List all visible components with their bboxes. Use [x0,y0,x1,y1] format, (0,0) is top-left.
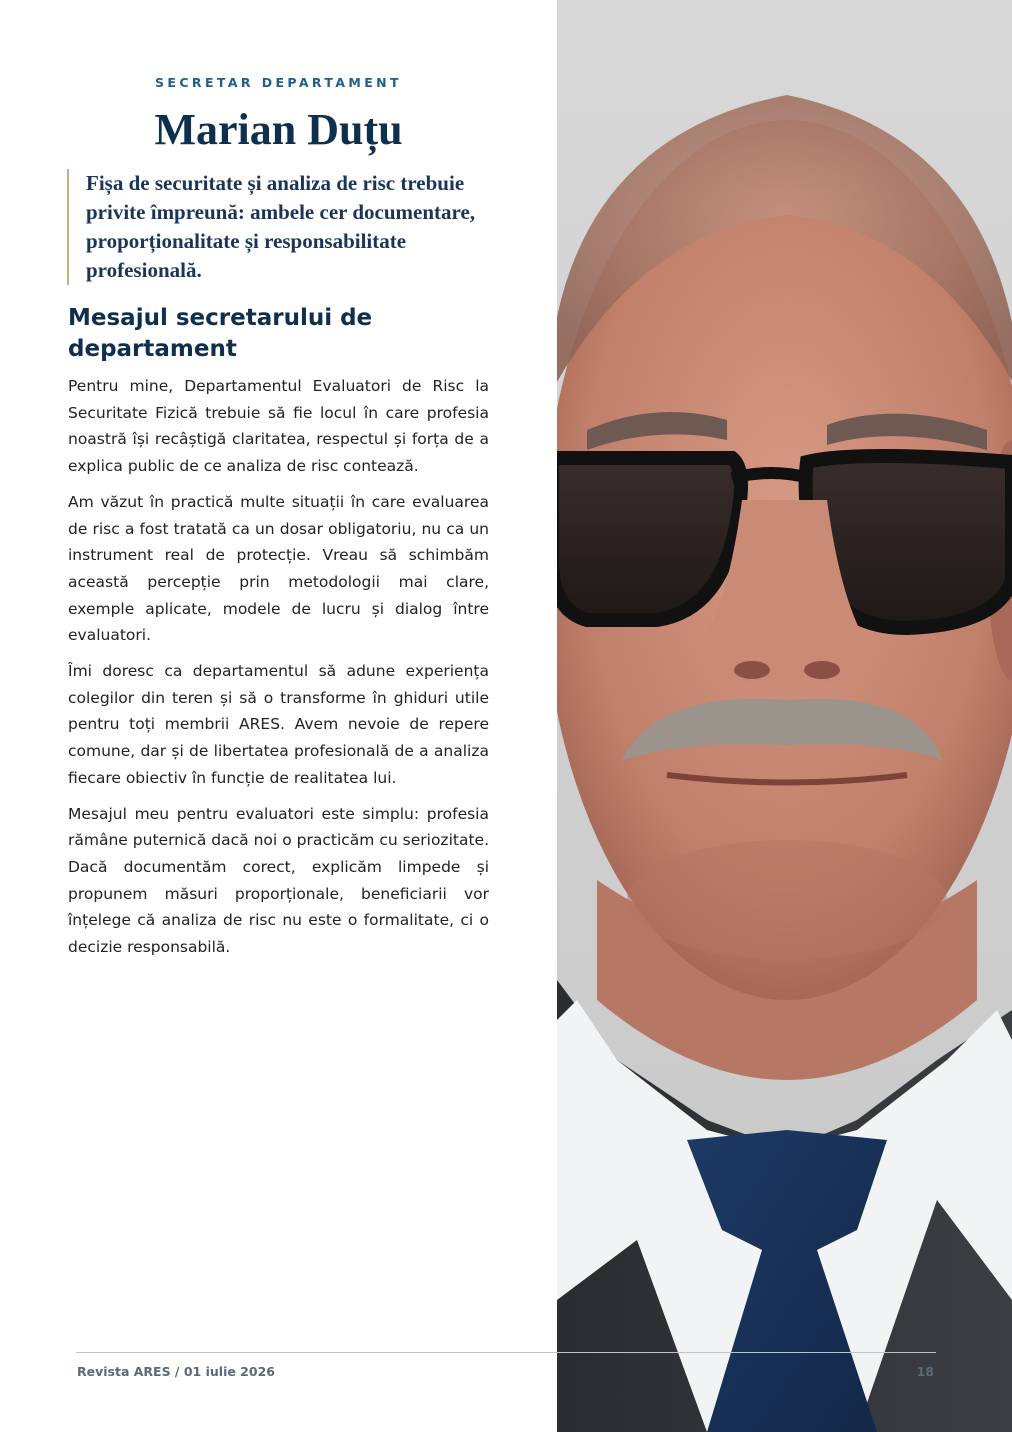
page-number: 18 [916,1364,934,1379]
paragraph: Pentru mine, Departamentul Evaluatori de Risc la Securitate Fizică trebuie să fie locul în care profesia noastră își recâștigă claritatea, respectul și forța de a explica public de ce analiza de risc contează. [68,377,489,476]
article-body [68,373,489,970]
section-title: Mesajul secretarului de departament [68,305,373,362]
footer-divider [76,1352,936,1353]
portrait-photo [557,0,1012,1432]
portrait-illustration [557,0,1012,1432]
paragraph: Îmi doresc ca departamentul să adune experiența colegilor din teren și să o transforme în ghiduri utile pentru toți membrii ARES. Avem nevoie de repere comune, dar și de libertatea profesională de a analiza fiecare obiectiv în funcție de realitatea lui. [68,662,489,787]
person-name: Marian Duțu [154,105,403,154]
role-kicker: SECRETAR DEPARTAMENT [155,75,402,90]
paragraph: Am văzut în practică multe situații în care evaluarea de risc a fost tratată ca un dosar obligatoriu, nu ca un instrument real de protecție. Vreau să schimbăm această percepție prin metodologii mai clare, exemple aplicate, modele de lucru și dialog între evaluatori. [68,492,489,645]
pull-quote: Fișa de securitate și analiza de risc trebuie privite împreună: ambele cer documentare, proporționalitate și responsabilitate profesională. [67,169,486,285]
footer-publication: Revista ARES / 01 iulie 2026 [77,1364,275,1379]
paragraph: Mesajul meu pentru evaluatori este simplu: profesia rămâne puternică dacă noi o practicăm cu seriozitate. Dacă documentăm corect, explicăm limpede și propunem măsuri proporționale, beneficiarii vor înțelege că analiza de risc nu este o formalitate, ci o decizie responsabilă. [68,804,489,957]
